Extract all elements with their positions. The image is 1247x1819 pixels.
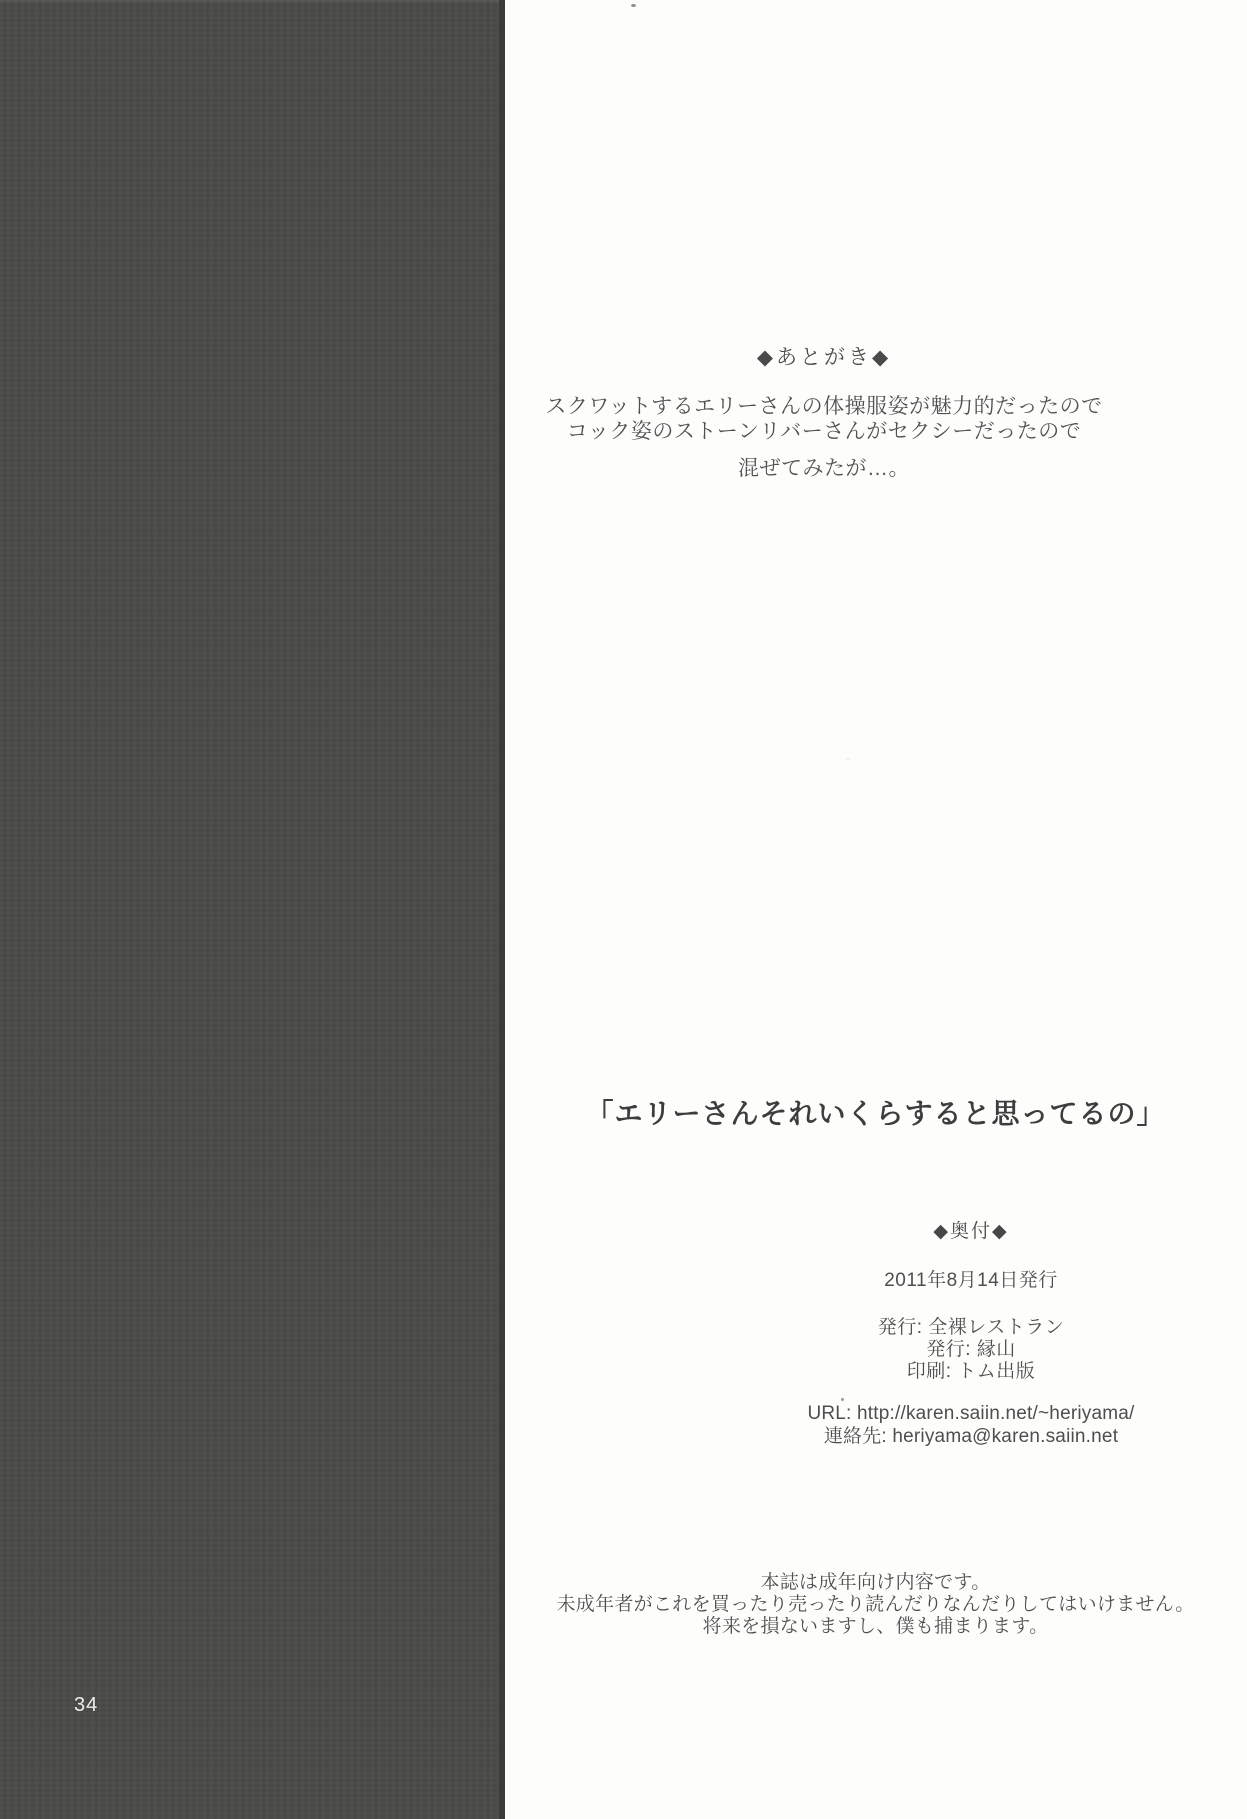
- afterword-section: [504, 341, 1144, 481]
- afterword-line: コック姿のストーンリバーさんがセクシーだったので: [566, 420, 1082, 443]
- binding-shadow-panel: [0, 0, 505, 1819]
- publication-date: 2011年8月14日発行: [884, 1270, 1058, 1291]
- scan-speck: [845, 758, 851, 760]
- afterword-line: スクワットするエリーさんの体操服姿が魅力的だったので: [545, 395, 1103, 418]
- disclaimer-line: 本誌は成年向け内容です。: [760, 1572, 991, 1593]
- contact-email: 連絡先: heriyama@karen.saiin.net: [823, 1426, 1119, 1447]
- afterword-line: 混ぜてみたが…。: [738, 457, 910, 480]
- publisher-line: 発行: 全裸レストラン: [877, 1317, 1065, 1338]
- publisher-block: [695, 1317, 1247, 1383]
- scan-speck: [631, 4, 636, 7]
- page-number: 34: [74, 1694, 99, 1716]
- publisher-line: 印刷: トム出版: [906, 1361, 1036, 1382]
- website-url: URL: http://karen.saiin.net/~heriyama/: [807, 1403, 1135, 1424]
- scan-speck: [841, 1398, 844, 1401]
- afterword-heading: ◆あとがき◆: [756, 346, 892, 369]
- colophon-section: [695, 1216, 1247, 1448]
- colophon-heading: ◆奥付◆: [933, 1221, 1009, 1242]
- title-quote: 「エリーさんそれいくらすると思ってるの」: [585, 1098, 1166, 1129]
- publisher-line: 発行: 縁山: [926, 1339, 1016, 1360]
- disclaimer-line: 将来を損ないますし、僕も捕まります。: [702, 1616, 1049, 1637]
- contact-block: [695, 1402, 1247, 1448]
- disclaimer-line: 未成年者がこれを買ったり売ったり読んだりなんだりしてはいけません。: [556, 1594, 1195, 1615]
- age-disclaimer-section: [504, 1572, 1247, 1638]
